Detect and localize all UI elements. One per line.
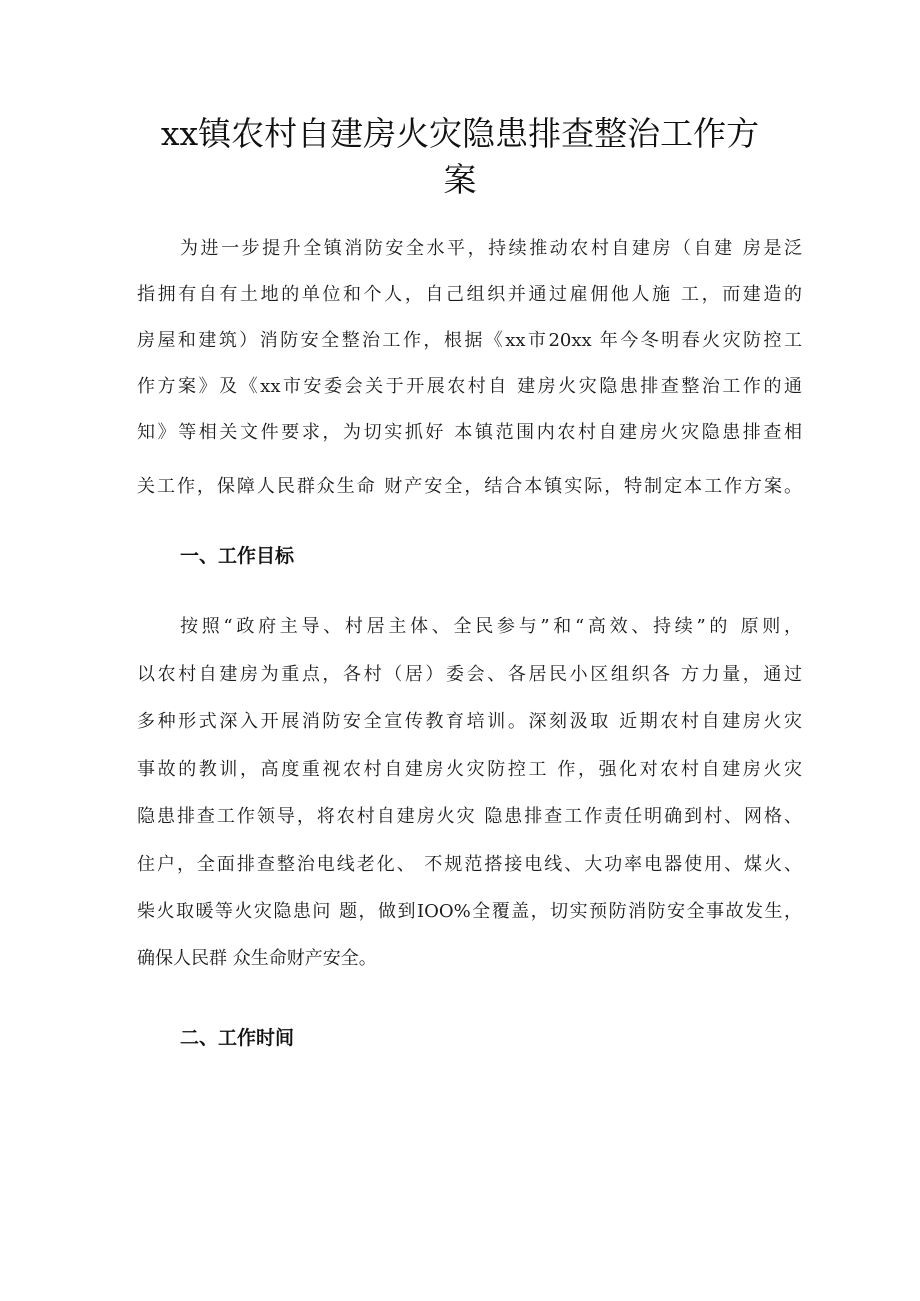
section1-line: 柴火取暖等火灾隐患问 题，做到IOO%全覆盖，切实预防消防安全事故发生， <box>137 901 802 922</box>
section1-line: 住户，全面排查整治电线老化、 不规范搭接电线、大功率电器使用、煤火、 <box>137 854 802 875</box>
section1-line: 按照“政府主导、村居主体、全民参与”和“高效、持续”的 原则， <box>180 616 802 637</box>
section1-line: 多种形式深入开展消防安全宣传教育培训。深刻汲取 近期农村自建房火灾 <box>137 711 802 732</box>
intro-line: 知》等相关文件要求，为切实抓好 本镇范围内农村自建房火灾隐患排查相 <box>137 422 802 443</box>
section1-line: 事故的教训，高度重视农村自建房火灾防控工 作，强化对农村自建房火灾 <box>137 759 802 780</box>
section1-line: 确保人民群 众生命财产安全。 <box>137 948 377 969</box>
intro-line: 为进一步提升全镇消防安全水平，持续推动农村自建房（自建 房是泛 <box>180 238 802 259</box>
intro-line: 房屋和建筑）消防安全整治工作，根据《xx市20xx 年今冬明春火灾防控工 <box>137 330 802 351</box>
intro-line: 关工作，保障人民群众生命 财产安全，结合本镇实际，特制定本工作方案。 <box>137 476 802 497</box>
intro-line: 指拥有自有土地的单位和个人，自己组织并通过雇佣他人施 工，而建造的 <box>137 284 802 305</box>
section1-line: 以农村自建房为重点，各村（居）委会、各居民小区组织各 方力量，通过 <box>137 664 802 685</box>
document-title-line-2: 案 <box>443 160 477 199</box>
section-heading-work-time: 二、工作时间 <box>180 1027 295 1049</box>
document-title-line-1: xx镇农村自建房火灾隐患排查整治工作方 <box>160 114 760 153</box>
intro-line: 作方案》及《xx市安委会关于开展农村自 建房火灾隐患排查整治工作的通 <box>137 376 802 397</box>
section-heading-work-goals: 一、工作目标 <box>180 545 295 567</box>
section1-line: 隐患排查工作领导，将农村自建房火灾 隐患排查工作责任明确到村、网格、 <box>137 806 802 827</box>
